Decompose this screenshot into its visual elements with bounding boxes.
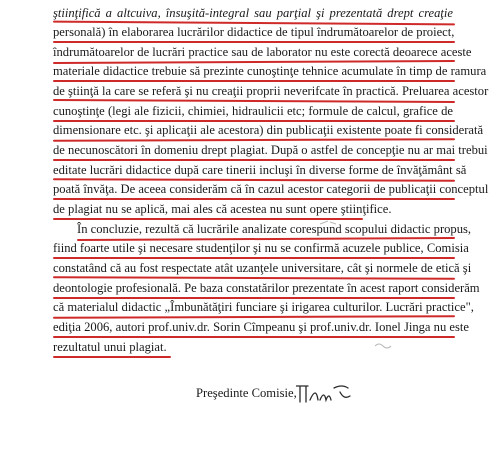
text-line-1: ştiinţifică a altcuiva, însuşită-integral sau parţial şi prezentată drept creaţie (53, 6, 453, 20)
text-line-11: de plagiat nu se aplică, mai ales că acestea nu sunt opere ştiinţifice. (53, 202, 392, 216)
text-line-14: constatând că au fost respectate atât uzanţele universitare, cât şi normele de etică şi (53, 261, 472, 275)
text-line-8: de necunoscători în domeniu drept plagiat. După o astfel de concepţie nu ar mai trebui (53, 143, 488, 157)
text-line-18: rezultatul unui plagiat. (53, 340, 167, 354)
text-line-5: de ştiinţă la care se referă şi nu creaţii proprii neverifcate în practică. Preluarea acestor (53, 84, 489, 98)
text-line-4: materiale didactice trebuie să prezinte cunoştinţe tehnice acumulate în timp de ramura (53, 64, 487, 78)
text-line-12: În concluzie, rezultă că lucrările analizate corespund scopului didactic propus, (77, 222, 472, 236)
text-line-17: ediţia 2006, autori prof.univ.dr. Sorin Cîmpeanu şi prof.univ.dr. Ionel Jinga nu este (53, 320, 469, 334)
text-line-13: fiind foarte utile şi necesare studenţilor şi nu se confirmă acuzele publice, Comisia (53, 241, 469, 255)
signature-label: Preşedinte Comisie, (196, 386, 297, 400)
text-line-15: deontologie profesională. Pe baza constatărilor prezentate în acest raport considerăm (53, 281, 480, 295)
text-line-9: editate lucrări didactice după care tinerii incluşi în diverse forme de învăţământ să (53, 163, 467, 177)
signature-icon (296, 378, 366, 408)
text-line-3: îndrumătoarelor de lucrări practice sau de laborator nu este corectă deoarece aceste (53, 45, 472, 59)
text-line-10: poată învăţa. De aceea considerăm că în cazul acestor categorii de publicaţii conceptul (53, 182, 489, 196)
text-line-2: personală) în elaborarea lucrărilor didactice de tipul îndrumătoarelor de proiect, (53, 25, 455, 39)
text-line-16: că materialul didactic „Îmbunătăţiri funciare şi irigarea culturilor. Lucrări practice", (53, 300, 474, 314)
text-line-6: cunoştinţe (legi ale fizicii, chimiei, hidraulicii etc; formule de calcul, grafice de (53, 104, 453, 118)
text-line-7: dimensionare etc. şi aplicaţii ale acestora) din publicaţii existente poate fi considerată (53, 123, 484, 137)
